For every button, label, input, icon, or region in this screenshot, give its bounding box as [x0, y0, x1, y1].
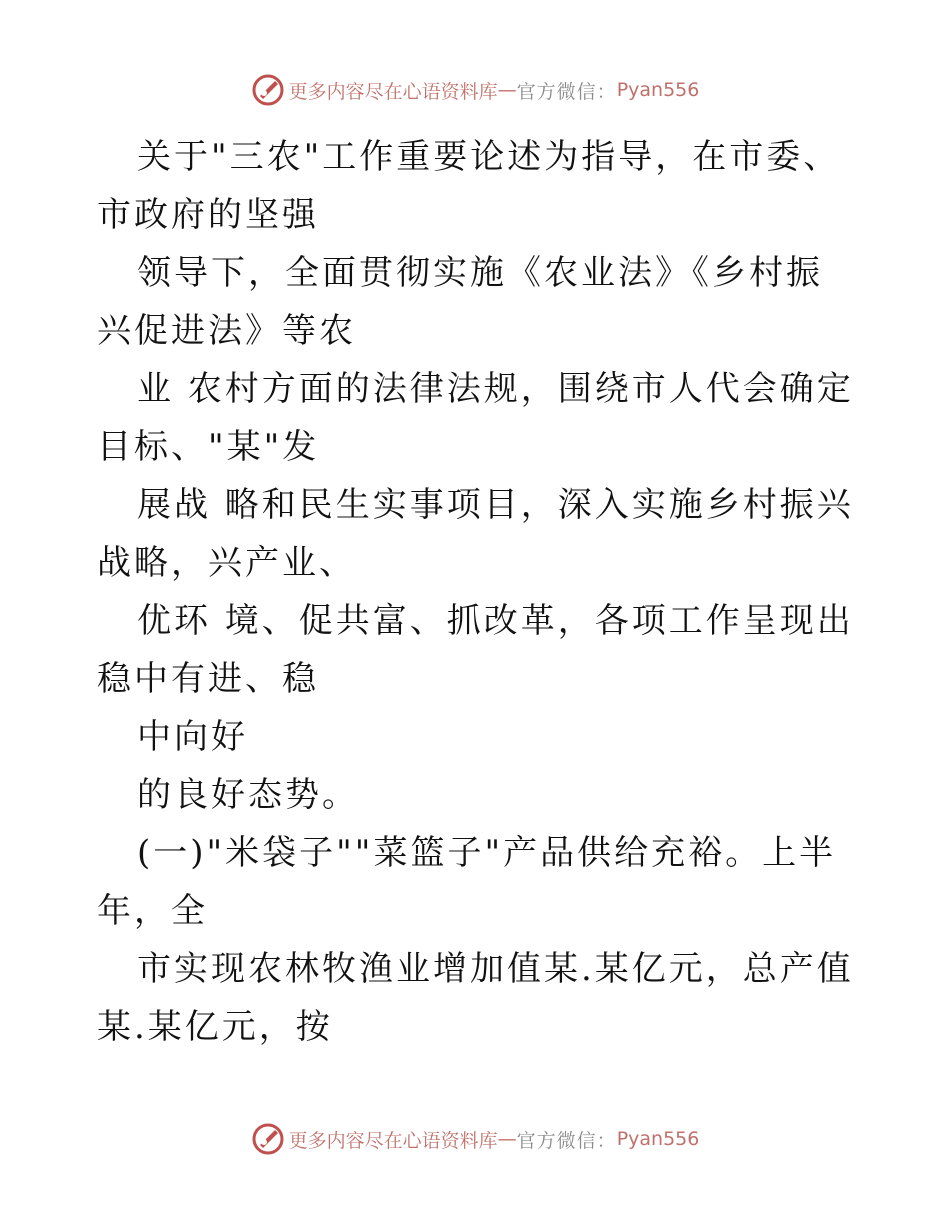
paragraph: 展战 略和民生实事项目，深入实施乡村振兴战略，兴产业、: [97, 485, 854, 583]
banner-dash: —: [497, 79, 517, 101]
paragraph: 优环 境、促共富、抓改革，各项工作呈现出稳中有进、稳: [97, 601, 854, 699]
logo-icon: [251, 73, 285, 107]
banner-wechat-id: Pyan556: [616, 1128, 700, 1150]
document-body: [97, 128, 857, 1056]
header-watermark-banner: [0, 70, 950, 110]
banner-dash: —: [497, 1128, 517, 1150]
banner-site-text: 更多内容尽在心语资料库: [288, 1129, 498, 1152]
logo-icon: [251, 1122, 285, 1156]
paragraph: (一)"米袋子""菜篮子"产品供给充裕。上半年，全: [97, 833, 837, 931]
paragraph: 中向好: [137, 717, 248, 757]
banner-site-text: 更多内容尽在心语资料库: [288, 80, 498, 103]
paragraph: 业 农村方面的法律法规，围绕市人代会确定目标、"某"发: [97, 369, 854, 467]
footer-watermark-banner: [0, 1119, 950, 1159]
banner-wechat-label: 官方微信：: [516, 80, 617, 103]
paragraph: 的良好态势。: [137, 775, 359, 815]
paragraph: 关于"三农"工作重要论述为指导，在市委、市政府的坚强: [97, 137, 841, 235]
paragraph: 领导下，全面贯彻实施《农业法》《乡村振兴促进法》等农: [97, 253, 823, 351]
banner-wechat-id: Pyan556: [616, 79, 700, 101]
paragraph: 市实现农林牧渔业增加值某.某亿元，总产值某.某亿元，按: [97, 949, 854, 1047]
banner-wechat-label: 官方微信：: [516, 1129, 617, 1152]
